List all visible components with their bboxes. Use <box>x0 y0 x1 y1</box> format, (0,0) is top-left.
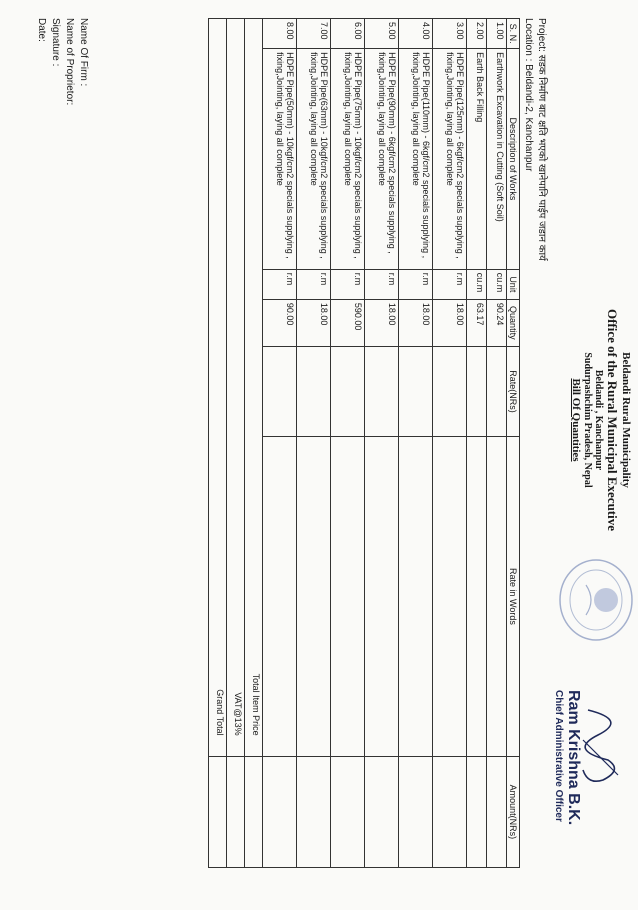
cell-rate <box>331 346 365 437</box>
cell-unit: r.m <box>331 269 365 299</box>
table-row <box>331 19 365 868</box>
col-sn: S. N. <box>507 19 520 49</box>
total-label: Total Item Price <box>245 19 263 757</box>
cell-rate <box>487 346 507 437</box>
boq-table <box>208 18 520 868</box>
cell-desc: HDPE Pipe(110mm) - 6kgf/cm2 specials supplying , fixing,Jointing, laying all complete <box>399 49 433 270</box>
municipality-seal <box>556 555 636 645</box>
table-row <box>487 19 507 868</box>
cell-sn: 6.00 <box>331 19 365 49</box>
table-row <box>263 19 297 868</box>
signatory-name: Ram Krishna B.K. <box>565 690 582 826</box>
footer-block <box>34 18 90 105</box>
cell-amount <box>331 756 365 867</box>
office-name: Office of the Rural Municipal Executive <box>605 308 620 532</box>
cell-desc: Earthwork Excavation in Cutting (Soft Soil) <box>487 49 507 270</box>
cell-qty: 18.00 <box>399 299 433 346</box>
cell-unit: cu.m <box>487 269 507 299</box>
cell-rate-words <box>297 437 331 756</box>
cell-rate-words <box>365 437 399 756</box>
document-title: Bill Of Quantities <box>570 378 582 462</box>
cell-unit: r.m <box>399 269 433 299</box>
cell-rate-words <box>487 437 507 756</box>
office-header <box>570 250 632 590</box>
signatory-block <box>553 690 582 825</box>
table-header-row <box>507 19 520 868</box>
table-row <box>297 19 331 868</box>
col-unit: Unit <box>507 269 520 299</box>
cell-rate <box>433 346 467 437</box>
cell-rate-words <box>331 437 365 756</box>
firm-name-label: Name Of Firm : <box>78 18 89 87</box>
date-label: Date: <box>36 18 47 42</box>
grand-total-amount <box>209 756 227 867</box>
cell-sn: 4.00 <box>399 19 433 49</box>
grand-total-row <box>209 19 227 868</box>
location-line: Location : Beldandi-2, Kanchanpur <box>523 18 534 172</box>
cell-sn: 1.00 <box>487 19 507 49</box>
cell-desc: HDPE Pipe(50mm) - 10kgf/cm2 specials supplying , fixing,Jointing, laying all complete <box>263 49 297 270</box>
cell-unit: r.m <box>433 269 467 299</box>
project-value: सडक निर्माण बाट क्षति भएको खानेपानि पाईप जडान कार्य <box>536 54 547 261</box>
cell-desc: HDPE Pipe(125mm) - 6kgf/cm2 specials supplying , fixing,Jointing, laying all complete <box>433 49 467 270</box>
cell-qty: 90.24 <box>487 299 507 346</box>
vat-row <box>227 19 245 868</box>
cell-rate <box>467 346 487 437</box>
cell-qty: 18.00 <box>433 299 467 346</box>
table-row <box>365 19 399 868</box>
cell-amount <box>399 756 433 867</box>
cell-rate-words <box>433 437 467 756</box>
office-address: Beldandi , Kanchanpur <box>593 369 604 471</box>
cell-qty: 18.00 <box>365 299 399 346</box>
cell-unit: cu.m <box>467 269 487 299</box>
proprietor-label: Name of Proprietor: <box>64 18 75 106</box>
cell-unit: r.m <box>263 269 297 299</box>
table-row <box>399 19 433 868</box>
cell-rate <box>263 346 297 437</box>
cell-sn: 2.00 <box>467 19 487 49</box>
col-description: Description of Works <box>507 49 520 270</box>
cell-amount <box>297 756 331 867</box>
cell-qty: 18.00 <box>297 299 331 346</box>
vat-amount <box>227 756 245 867</box>
col-rate: Rate(NRs) <box>507 346 520 437</box>
cell-sn: 5.00 <box>365 19 399 49</box>
signatory-title: Chief Administrative Officer <box>553 690 564 822</box>
cell-amount <box>467 756 487 867</box>
cell-rate-words <box>467 437 487 756</box>
cell-desc: HDPE Pipe(63mm) - 10kgf/cm2 specials supplying , fixing,Jointing, laying all complete <box>297 49 331 270</box>
project-label: Project: <box>536 18 547 52</box>
table-row <box>467 19 487 868</box>
cell-qty: 590.00 <box>331 299 365 346</box>
cell-rate <box>297 346 331 437</box>
cell-desc: HDPE Pipe(90mm) - 6kgf/cm2 specials supplying , fixing,Jointing, laying all complete <box>365 49 399 270</box>
cell-rate-words <box>263 437 297 756</box>
col-rate-words: Rate in Words <box>507 437 520 756</box>
cell-amount <box>365 756 399 867</box>
cell-sn: 8.00 <box>263 19 297 49</box>
cell-desc: HDPE Pipe(75mm) - 10kgf/cm2 specials supplying , fixing,Jointing, laying all complete <box>331 49 365 270</box>
cell-unit: r.m <box>365 269 399 299</box>
cell-desc: Earth Back Filling <box>467 49 487 270</box>
grand-total-label: Grand Total <box>209 19 227 757</box>
cell-sn: 3.00 <box>433 19 467 49</box>
signature-label: Signature : <box>50 18 61 67</box>
cell-amount <box>433 756 467 867</box>
vat-label: VAT@13% <box>227 19 245 757</box>
cell-rate-words <box>399 437 433 756</box>
table-row <box>433 19 467 868</box>
cell-amount <box>487 756 507 867</box>
total-amount <box>245 756 263 867</box>
cell-amount <box>263 756 297 867</box>
office-province: Sudurpashchim Pradesh, Nepal <box>582 352 593 488</box>
cell-rate <box>399 346 433 437</box>
cell-qty: 90.00 <box>263 299 297 346</box>
col-quantity: Quantity <box>507 299 520 346</box>
project-line <box>536 18 550 261</box>
cell-unit: r.m <box>297 269 331 299</box>
cell-qty: 63.17 <box>467 299 487 346</box>
total-row <box>245 19 263 868</box>
municipality-name: Beldandi Rural Municipality <box>620 352 632 488</box>
cell-rate <box>365 346 399 437</box>
col-amount: Amount(NRs) <box>507 756 520 867</box>
cell-sn: 7.00 <box>297 19 331 49</box>
